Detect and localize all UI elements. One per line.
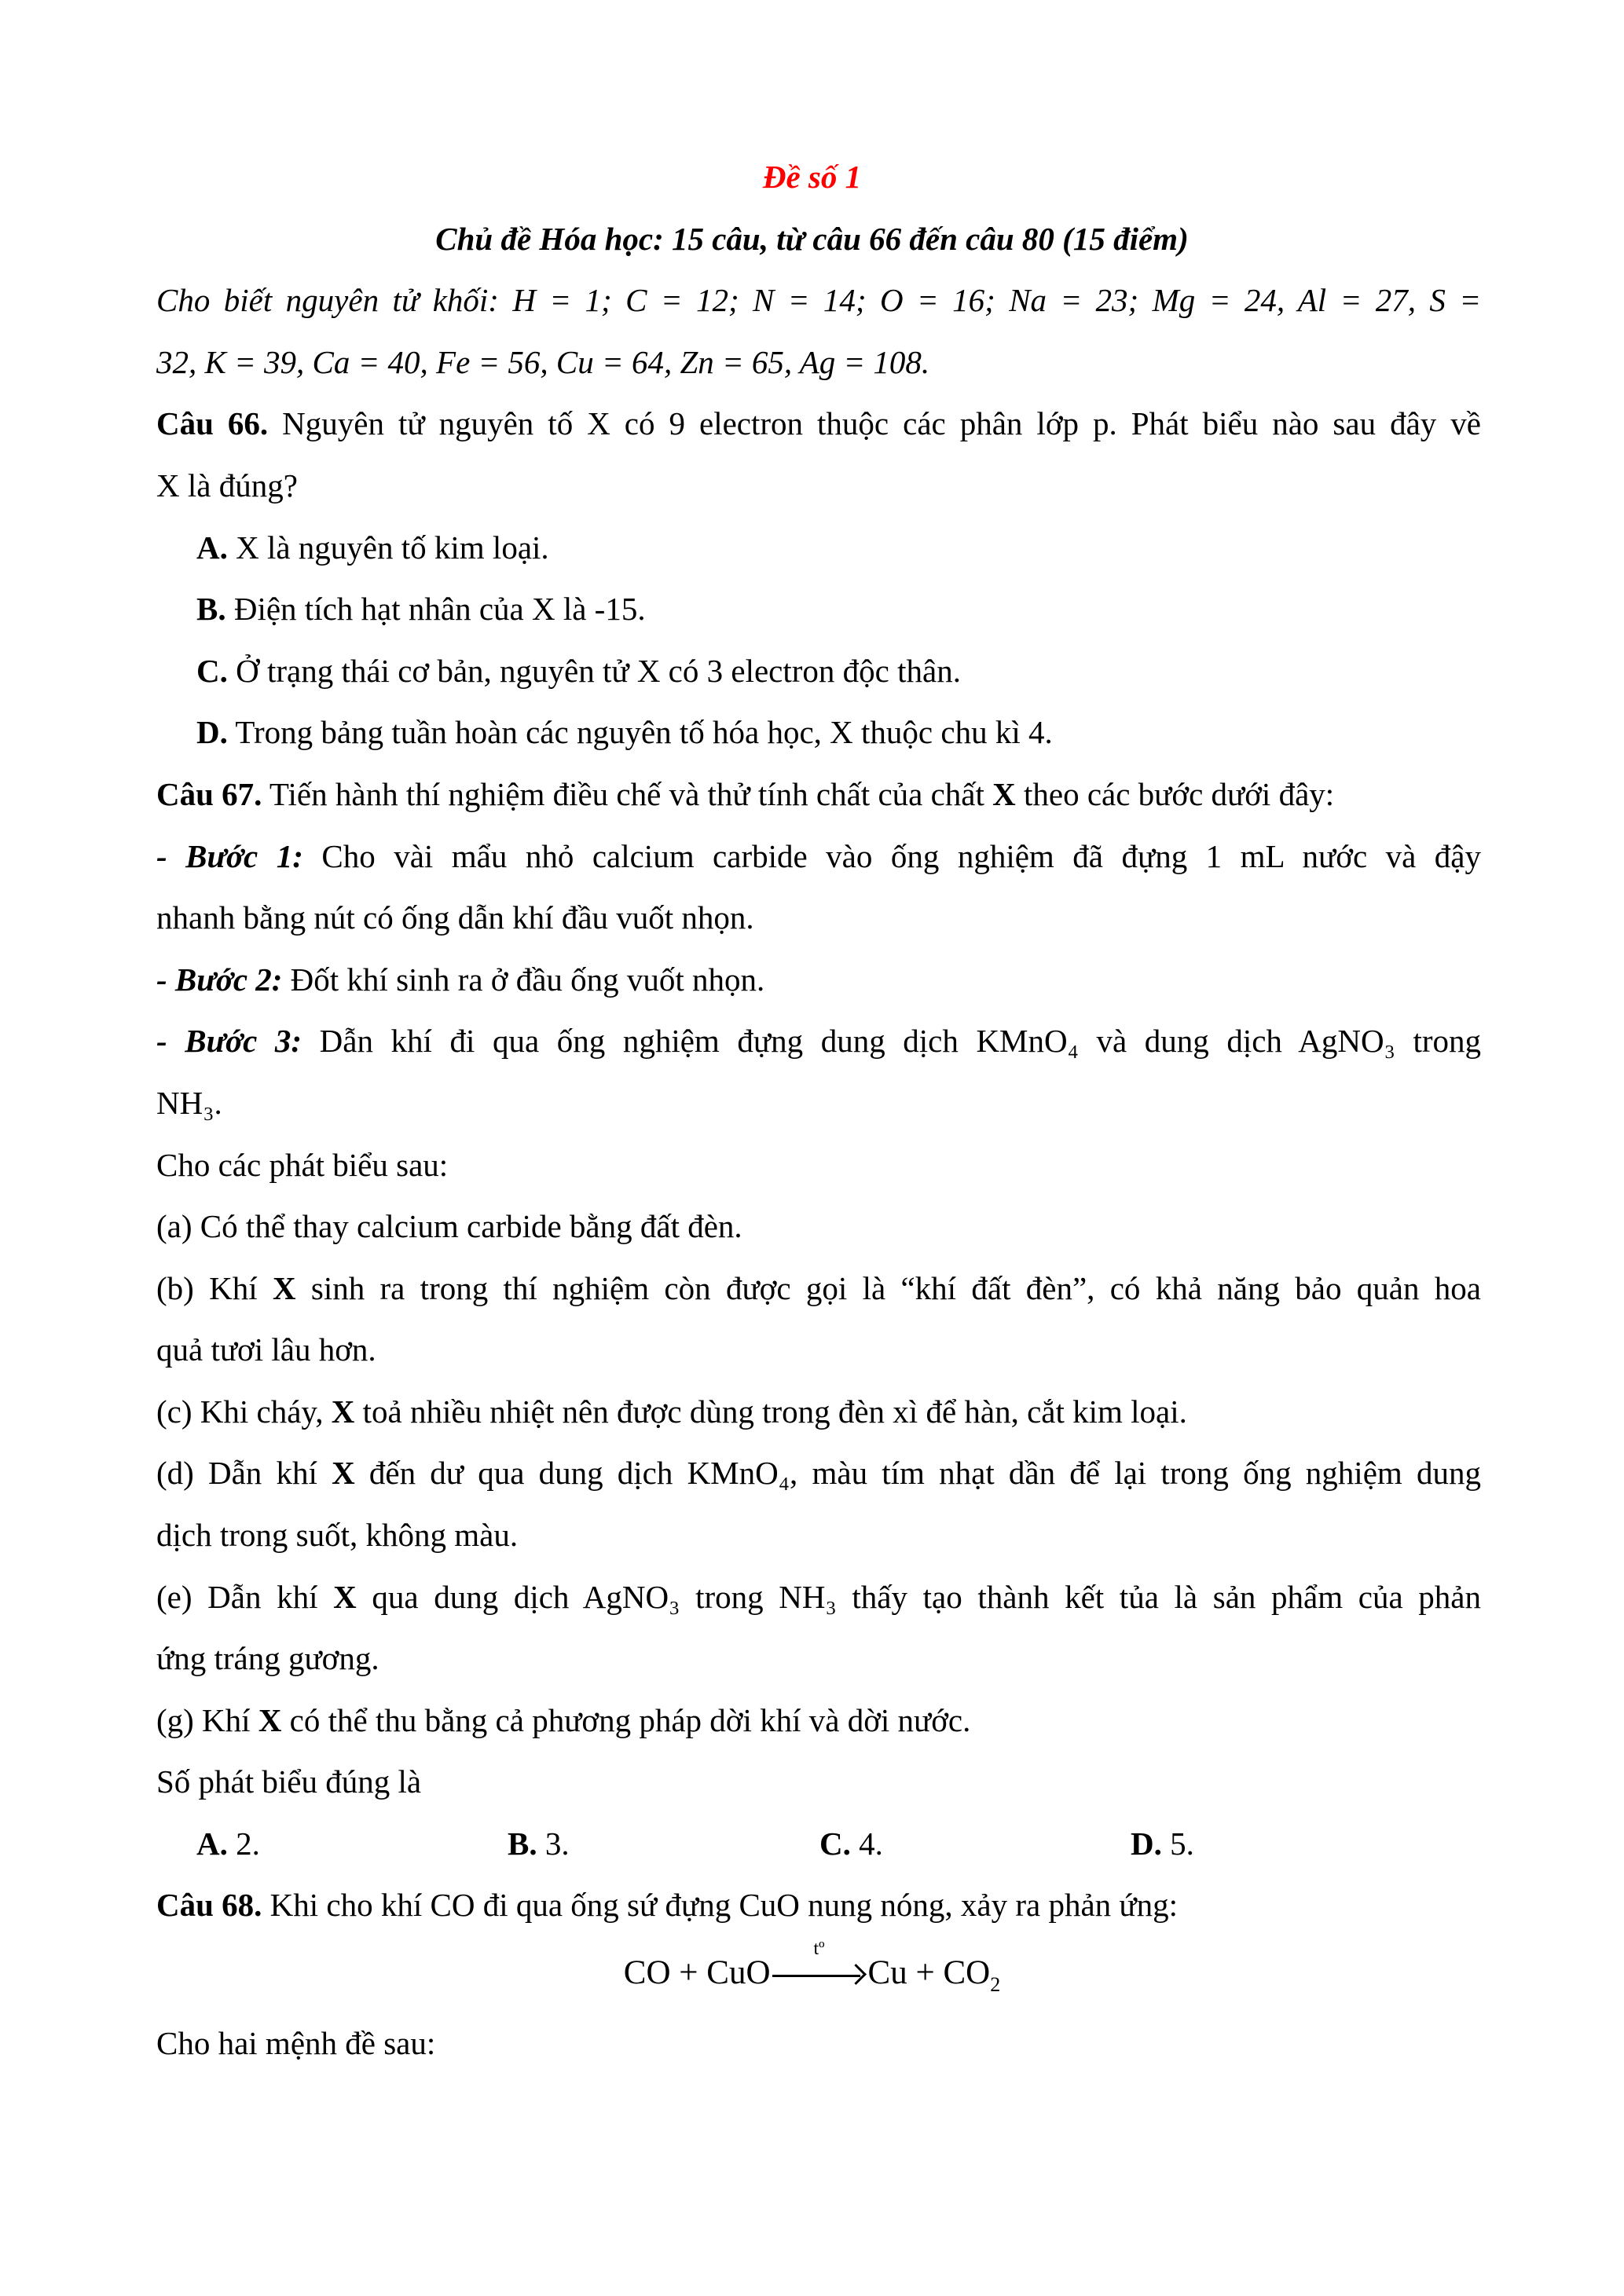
q67-answer-d: [1131, 1813, 1194, 1874]
option-text: X là nguyên tố kim loại.: [227, 529, 549, 566]
q66-option-a: [196, 517, 1521, 578]
option-label: D.: [1131, 1825, 1162, 1862]
statement-text: (g) Khí: [156, 1702, 258, 1738]
option-label: C.: [196, 653, 228, 689]
products: Cu + CO: [867, 1954, 991, 1991]
step-1-line-1: [156, 826, 1481, 887]
statement-d-line-2: dịch trong suốt, không màu.: [156, 1517, 519, 1553]
statement-e-line-2: ứng tráng gương.: [156, 1640, 379, 1676]
question-66-line-2: X là đúng?: [156, 467, 298, 504]
page-title: Đề số 1: [762, 159, 862, 195]
option-text: Ở trạng thái cơ bản, nguyên tử X có 3 electron độc thân.: [227, 653, 961, 689]
statement-c: [156, 1381, 1481, 1442]
statement-e-line-1: [156, 1566, 1481, 1628]
statement-text: (b) Khí: [156, 1270, 273, 1306]
option-text: Điện tích hạt nhân của X là -15.: [225, 591, 646, 627]
q67-answer-a: [196, 1813, 260, 1874]
option-text: 3.: [537, 1825, 570, 1862]
intro-text: Tiến hành thí nghiệm điều chế và thử tính chất của chất: [262, 776, 993, 812]
statement-text: (c) Khi cháy,: [156, 1393, 332, 1430]
question-68-line: [156, 1874, 1481, 1935]
option-label: B.: [196, 591, 226, 627]
option-text: 4.: [850, 1825, 883, 1862]
statement-d-line-1: [156, 1442, 1481, 1503]
statement-text: (d) Dẫn khí: [156, 1455, 332, 1491]
reaction-arrow-icon: [772, 1939, 867, 1987]
statement-text: (e) Dẫn khí: [156, 1579, 334, 1615]
reaction-condition: tº: [813, 1939, 825, 1960]
question-67-label: Câu 67.: [156, 776, 262, 812]
step-3-line-2: NH₃.: [156, 1085, 222, 1121]
statements-prompt: Cho các phát biểu sau:: [156, 1147, 449, 1183]
step-text: Đốt khí sinh ra ở đầu ống vuốt nhọn.: [282, 961, 765, 998]
substance-x: X: [331, 1393, 355, 1430]
option-text: Trong bảng tuần hoàn các nguyên tố hóa học, X thuộc chu kì 4.: [227, 714, 1053, 750]
statement-b-line-1: [156, 1258, 1481, 1319]
option-label: A.: [196, 1825, 228, 1862]
substance-x: X: [333, 1579, 357, 1615]
step-1-line-2: nhanh bằng nút có ống dẫn khí đầu vuốt nhọn.: [156, 899, 754, 936]
step-2: [156, 949, 1481, 1010]
substance-x: X: [272, 1270, 296, 1306]
statement-text: sinh ra trong thí nghiệm còn được gọi là “khí đất đèn”, có khả năng bảo quản hoa: [295, 1270, 1481, 1306]
q67-answer-b: [508, 1813, 570, 1874]
step-text: Cho vài mẩu nhỏ calcium carbide vào ống nghiệm đã đựng 1 mL nước và đậy: [302, 838, 1482, 874]
substance-x: X: [992, 776, 1016, 812]
propositions-prompt: Cho hai mệnh đề sau:: [156, 2025, 436, 2061]
substance-x: X: [258, 1702, 282, 1738]
substance-x: X: [332, 1455, 355, 1491]
question-66-label: Câu 66.: [156, 405, 269, 441]
option-label: C.: [819, 1825, 851, 1862]
question-66-text: Nguyên tử nguyên tố X có 9 electron thuộc các phân lớp p. Phát biểu nào sau đây về: [268, 405, 1481, 441]
atomic-masses-line-1: Cho biết nguyên tử khối: H = 1; C = 12; N = 14; O = 16; Na = 23; Mg = 24, Al = 27, S =: [156, 282, 1481, 318]
statement-g: [156, 1690, 1481, 1751]
q66-option-b: [196, 578, 1521, 639]
option-label: B.: [508, 1825, 537, 1862]
question-68-text: Khi cho khí CO đi qua ống sứ đựng CuO nung nóng, xảy ra phản ứng:: [262, 1887, 1179, 1923]
step-text: Dẫn khí đi qua ống nghiệm đựng dung dịch KMnO₄ và dung dịch AgNO₃ trong: [302, 1023, 1481, 1059]
step-label: - Bước 3:: [156, 1023, 302, 1059]
atomic-masses-line-2: 32, K = 39, Ca = 40, Fe = 56, Cu = 64, Zn = 65, Ag = 108.: [156, 344, 930, 380]
option-text: 5.: [1161, 1825, 1194, 1862]
page-subtitle: Chủ đề Hóa học: 15 câu, từ câu 66 đến câu 80 (15 điểm): [435, 221, 1189, 257]
intro-text: theo các bước dưới đây:: [1015, 776, 1335, 812]
statement-text: toả nhiều nhiệt nên được dùng trong đèn xì để hàn, cắt kim loại.: [354, 1393, 1187, 1430]
question-67-question: Số phát biểu đúng là: [156, 1763, 422, 1800]
q66-option-d: [196, 701, 1521, 763]
reaction-equation: [0, 1939, 1624, 2004]
statement-text: có thể thu bằng cả phương pháp dời khí và dời nước.: [281, 1702, 971, 1738]
step-3-line-1: [156, 1010, 1481, 1071]
q67-answer-c: [819, 1813, 883, 1874]
statement-text: qua dung dịch AgNO₃ trong NH₃ thấy tạo thành kết tủa là sản phẩm của phản: [356, 1579, 1482, 1615]
option-label: D.: [196, 714, 228, 750]
statement-a: (a) Có thể thay calcium carbide bằng đất đèn.: [156, 1208, 742, 1244]
subscript: 2: [990, 1973, 1001, 1996]
option-text: 2.: [227, 1825, 260, 1862]
statement-b-line-2: quả tươi lâu hơn.: [156, 1331, 376, 1368]
reactants: CO + CuO: [623, 1954, 771, 1991]
question-66-line-1: [156, 393, 1481, 454]
statement-text: đến dư qua dung dịch KMnO₄, màu tím nhạt dần để lại trong ống nghiệm dung: [354, 1455, 1481, 1491]
option-label: A.: [196, 529, 228, 566]
question-67-intro: [156, 764, 1481, 825]
step-label: - Bước 1:: [156, 838, 303, 874]
question-68-label: Câu 68.: [156, 1887, 262, 1923]
q66-option-c: [196, 640, 1521, 701]
step-label: - Bước 2:: [156, 961, 283, 998]
